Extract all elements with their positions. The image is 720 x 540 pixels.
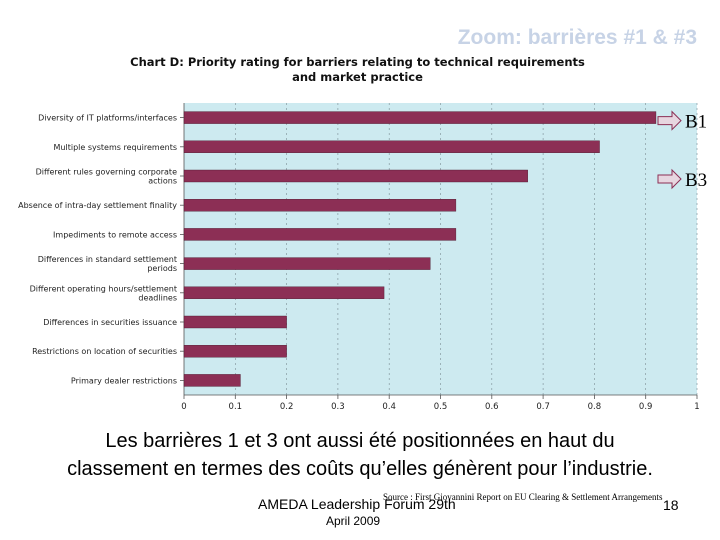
x-tick-label: 0.7 (536, 402, 550, 412)
caption (0, 427, 720, 483)
slide-title: Zoom: barrières #1 & #3 (457, 26, 697, 49)
x-tick-label: 1 (694, 402, 700, 412)
chart-title-line-1: Chart D: Priority rating for barriers relating to technical requirements (130, 55, 585, 69)
annotation-label: B1 (685, 111, 708, 133)
x-tick-label: 0 (181, 402, 187, 412)
bar (184, 316, 287, 328)
bar (184, 374, 240, 386)
bar (184, 141, 600, 153)
caption-line-2: classement en termes des coûts qu’elles génèrent pour l’industrie. (67, 458, 653, 480)
category-label: Impediments to remote access (53, 230, 177, 240)
bar (184, 258, 430, 270)
bar (184, 112, 656, 124)
category-label: Differences in standard settlement periods (37, 255, 177, 274)
category-label: Restrictions on location of securities (32, 347, 177, 357)
x-tick-label: 0.9 (638, 402, 653, 412)
x-tick-label: 0.4 (382, 402, 396, 412)
footer-event-name: AMEDA Leadership Forum 29th (258, 496, 456, 512)
x-tick-label: 0.5 (433, 402, 448, 412)
category-label: Different rules governing corporate actions (35, 167, 177, 186)
category-label: Differences in securities issuance (43, 318, 177, 327)
source-note: Source : First Giovannini Report on EU Clearing & Settlement Arrangements (383, 492, 663, 502)
category-label: Primary dealer restrictions (70, 376, 177, 386)
bar (184, 170, 528, 182)
bar (184, 199, 456, 211)
bar (184, 228, 456, 240)
category-label: Absence of intra-day settlement finality (18, 201, 177, 211)
bar (184, 287, 384, 299)
x-tick-label: 0.6 (485, 402, 499, 412)
x-tick-label: 0.8 (587, 402, 602, 412)
footer-date: April 2009 (326, 514, 381, 528)
category-label: Diversity of IT platforms/interfaces (38, 113, 177, 123)
x-tick-label: 0.3 (331, 402, 345, 412)
bar (184, 345, 287, 357)
caption-line-1: Les barrières 1 et 3 ont aussi été positionnées en haut du (105, 430, 615, 452)
annotation-label: B3 (685, 170, 708, 191)
x-tick-label: 0.1 (228, 402, 243, 412)
category-label: Multiple systems requirements (53, 142, 177, 152)
category-label: Different operating hours/settlement deadlines (29, 284, 177, 303)
x-tick-label: 0.2 (279, 402, 294, 412)
page-number: 18 (663, 497, 679, 513)
chart-title-line-2: and market practice (292, 70, 423, 84)
